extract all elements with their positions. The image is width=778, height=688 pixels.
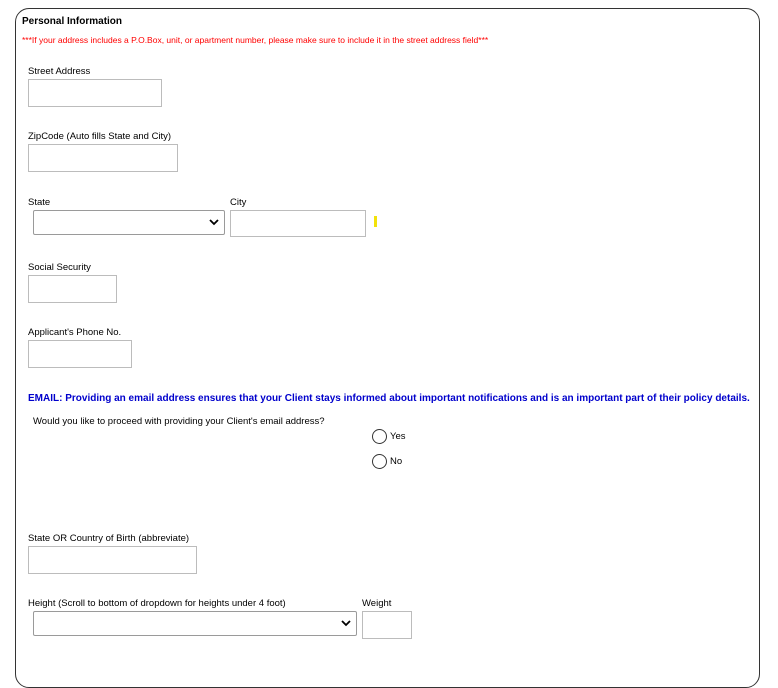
street-address-input[interactable] — [28, 79, 162, 107]
zipcode-input[interactable] — [28, 144, 178, 172]
email-yes-label: Yes — [390, 431, 406, 442]
height-label: Height (Scroll to bottom of dropdown for heights under 4 foot) — [28, 598, 286, 609]
city-label: City — [230, 197, 247, 208]
social-security-input[interactable] — [28, 275, 117, 303]
chevron-down-icon — [341, 618, 351, 628]
street-address-label: Street Address — [28, 66, 91, 77]
required-indicator — [374, 216, 377, 227]
height-select[interactable] — [33, 611, 357, 636]
email-no-label: No — [390, 456, 403, 467]
social-security-label: Social Security — [28, 262, 91, 273]
state-label: State — [28, 197, 51, 208]
phone-label: Applicant's Phone No. — [28, 327, 122, 338]
section-title: Personal Information — [22, 16, 123, 27]
weight-label: Weight — [362, 598, 392, 609]
chevron-down-icon — [209, 217, 219, 227]
address-warning: ***If your address includes a P.O.Box, unit, or apartment number, please make sure to include it in the street address field*** — [22, 35, 489, 45]
email-question: Would you like to proceed with providing your Client's email address? — [33, 416, 325, 427]
state-select[interactable] — [33, 210, 225, 235]
email-yes-radio[interactable] — [372, 429, 387, 444]
birth-place-input[interactable] — [28, 546, 197, 574]
phone-input[interactable] — [28, 340, 132, 368]
city-input[interactable] — [230, 210, 366, 237]
email-notice: EMAIL: Providing an email address ensures that your Client stays informed about important notifications and is an important part of their policy details. — [28, 393, 750, 404]
birth-place-label: State OR Country of Birth (abbreviate) — [28, 533, 190, 544]
weight-input[interactable] — [362, 611, 412, 639]
email-no-radio[interactable] — [372, 454, 387, 469]
zipcode-label: ZipCode (Auto fills State and City) — [28, 131, 172, 142]
